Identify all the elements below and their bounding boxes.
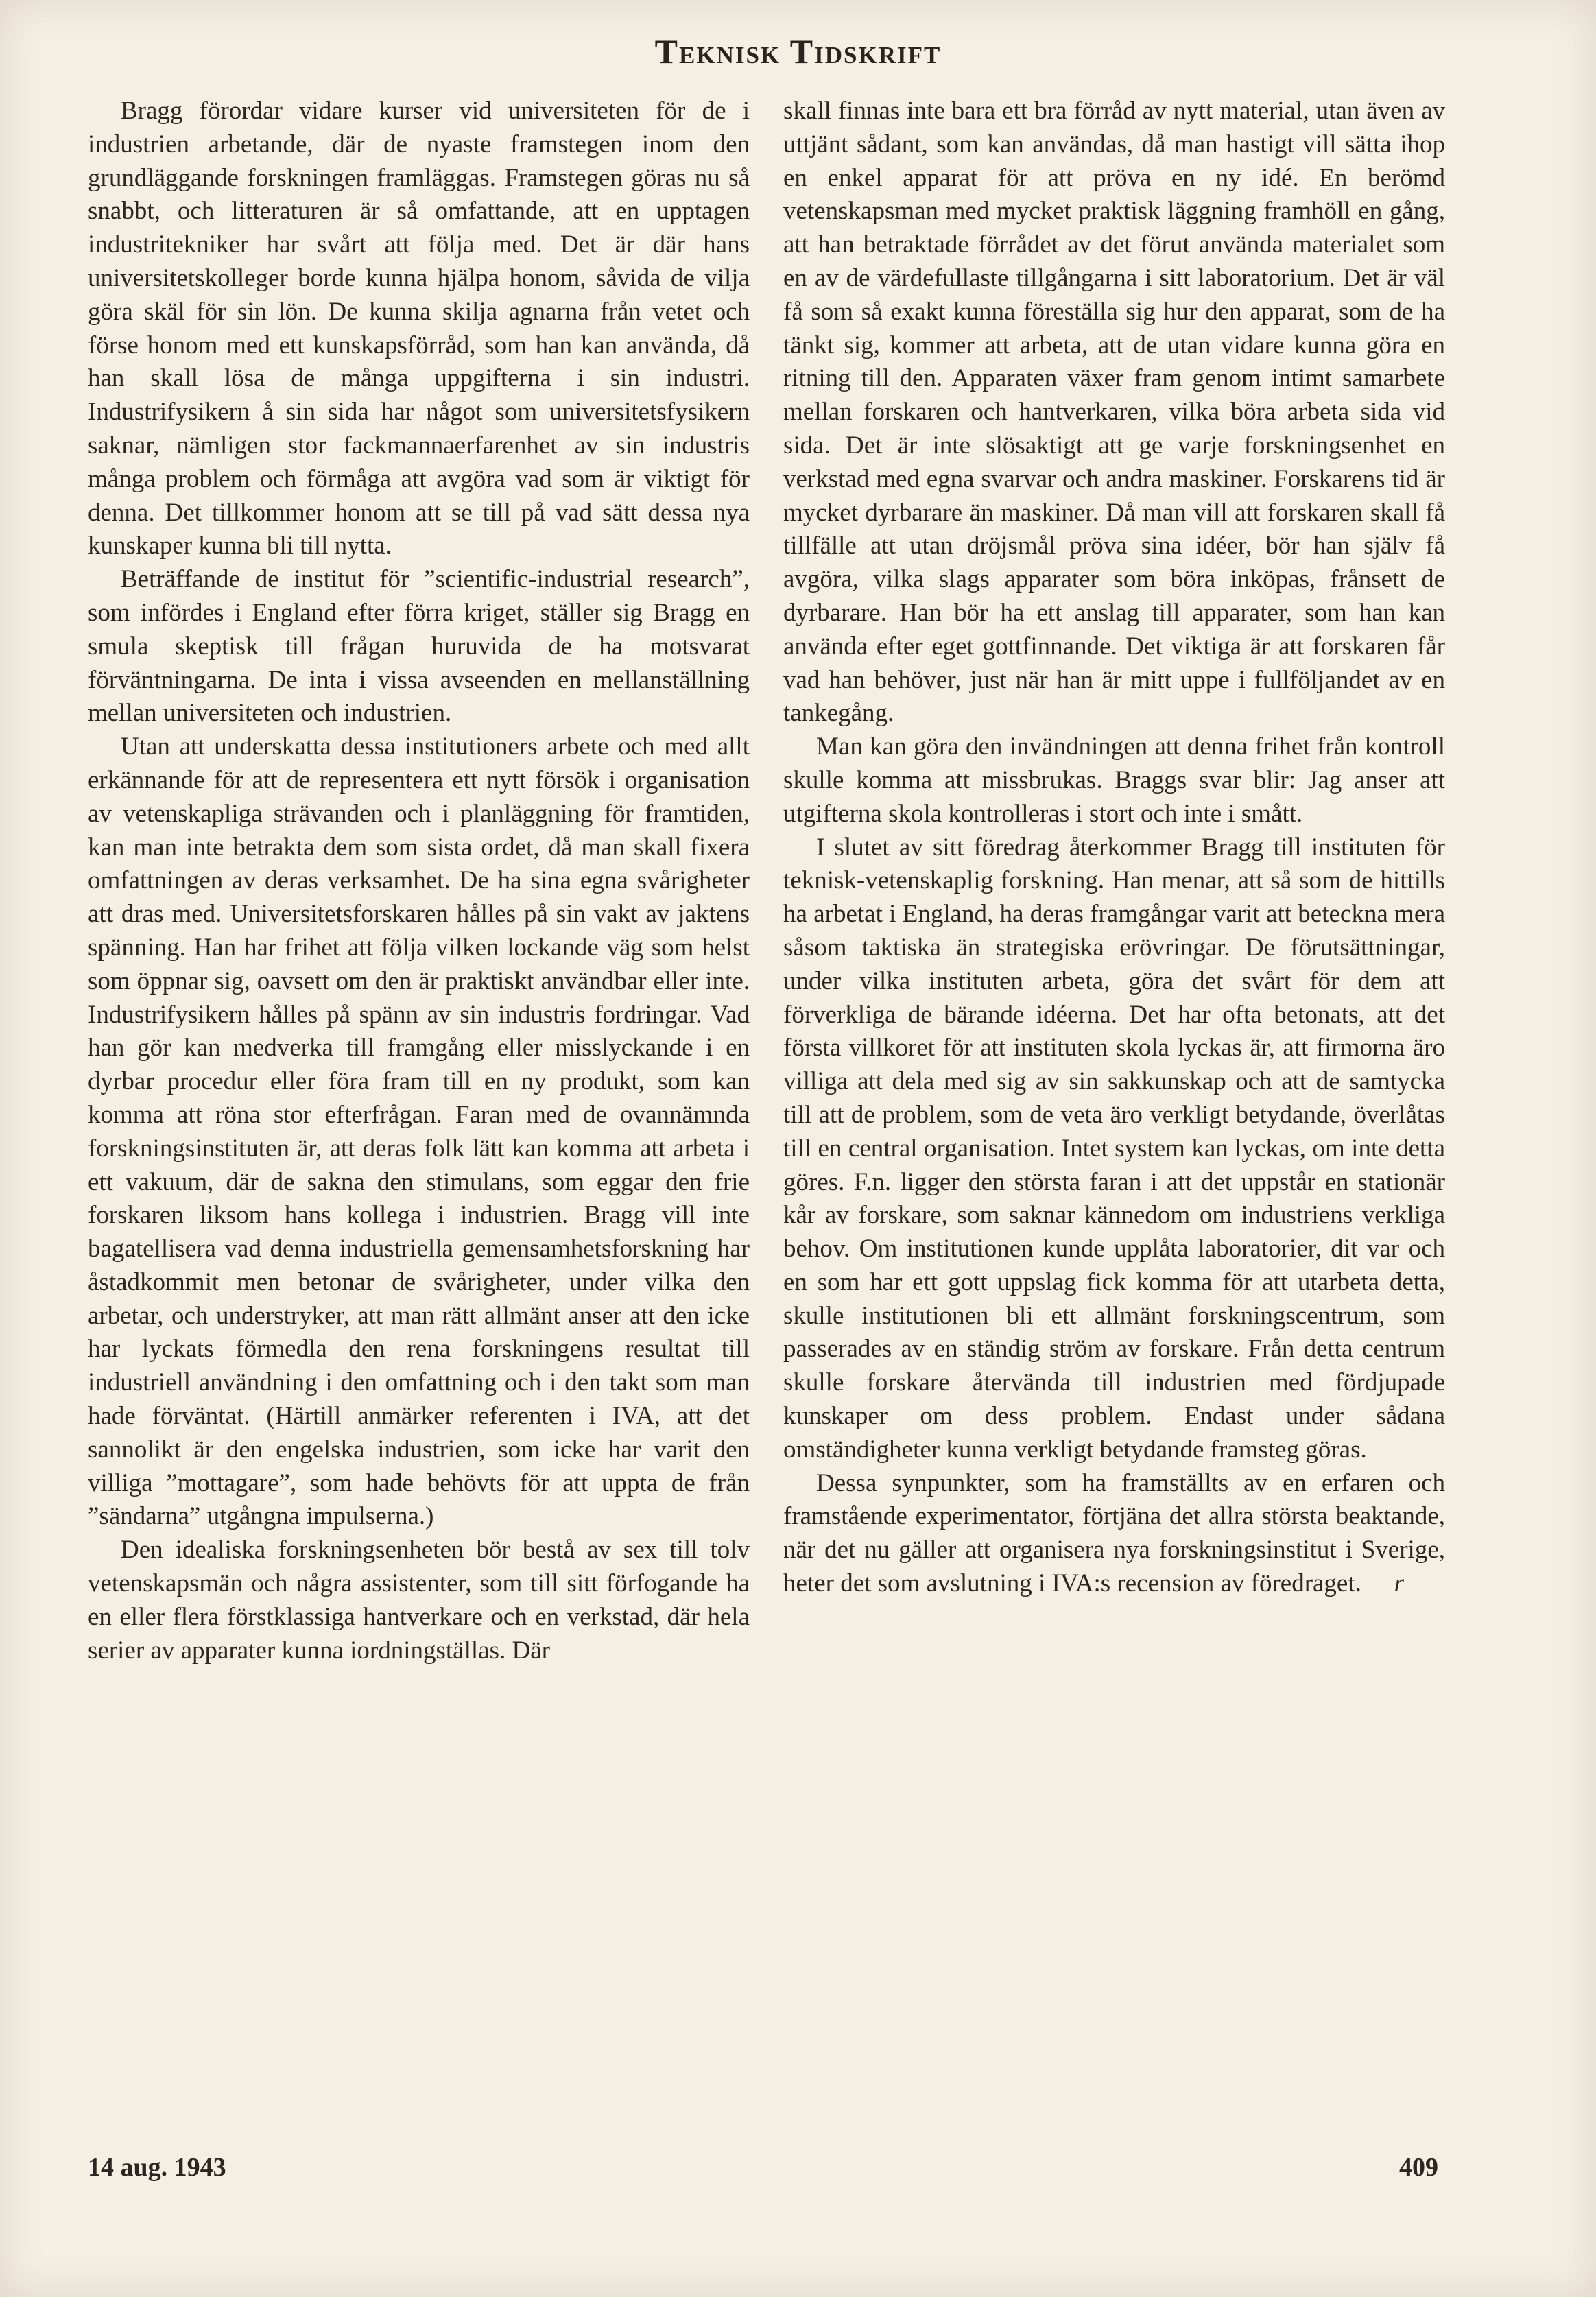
paragraph: Utan att underskatta dessa institutioners arbete och med allt erkännande för att de representera ett nytt försök i organisation av vetenskapliga strävanden och i planläggning för framtiden, kan man inte betrakta dem som sista ordet, då man skall fixera omfattningen av deras verksamhet. De ha sina egna svårigheter att dras med. Universitetsforskaren hålles på sin vakt av jaktens spänning. Han har frihet att följa vilken lockande väg som helst som öppnar sig, oavsett om den är praktiskt användbar eller inte. Industrifysikern hålles på spänn av sin industris fordringar. Vad han gör kan medverka till framgång eller misslyckande i en dyrbar procedur eller föra fram till en ny produkt, som kan komma att röna stor efterfrågan. Faran med de ovannämnda forskningsinstituten är, att deras folk lätt kan komma att arbeta i ett vakuum, där de sakna den stimulans, som eggar den frie forskaren liksom hans kollega i industrien. Bragg vill inte bagatellisera vad denna industriella gemensamhetsforskning har åstadkommit men betonar de svårigheter, under vilka den arbetar, och understryker, att man rätt allmänt anser att den icke har lyckats förmedla den rena forskningens resultat till industriell användning i den omfattning och i den takt som man hade förväntat. (Härtill anmärker referenten i IVA, att det sannolikt är den engelska industrien, som icke har varit den villiga ”mottagare”, som hade behövts för att uppta de från ”sändarna” utgångna impulserna.) <box>88 733 750 1531</box>
author-signature: r <box>1394 1569 1404 1598</box>
paragraph: Man kan göra den invändningen att denna frihet från kontroll skulle komma att missbrukas. Braggs svar blir: Jag anser att utgifterna skola kontrolleras i stort och inte i smått. <box>783 733 1445 828</box>
paragraph: Den idealiska forskningsenheten bör bestå av sex till tolv vetenskapsmän och några assistenter, som till sitt förfogande ha en eller flera förstklassiga hantverkare och en verkstad, där hela serier av apparater kunna iordningställas. Där <box>88 1536 750 1665</box>
right-column <box>783 95 1445 1601</box>
paragraph: Dessa synpunkter, som ha framställts av en erfaren och framstående experimentator, förtjäna det allra största beaktande, när det nu gäller att organisera nya forskningsinstitut i Sverige, heter det som avslutning i IVA:s recension av föredraget. <box>783 1468 1445 1598</box>
issue-date: 14 aug. 1943 <box>88 2153 226 2182</box>
page-number: 409 <box>1399 2153 1438 2182</box>
paragraph: Beträffande de institut för ”scientific-industrial research”, som infördes i England efter förra kriget, ställer sig Bragg en smula skeptisk till frågan huruvida de ha motsvarat förväntningarna. De inta i vissa avseenden en mellanställning mellan universiteten och industrien. <box>88 565 750 728</box>
paragraph: I slutet av sitt föredrag återkommer Bragg till instituten för teknisk-vetenskaplig forskning. Han menar, att så som de hittills ha arbetat i England, ha deras framgångar varit att beteckna mera såsom taktiska än strategiska erövringar. De förutsättningar, under vilka instituten arbeta, göra det svårt för dem att förverkliga de bärande idéerna. Det har ofta betonats, att det första villkoret för att instituten skola lyckas är, att firmorna äro villiga att dela med sig av sin sakkunskap och att de samtycka till att de problem, som de veta äro verkligt betydande, överlåtas till en central organisation. Intet system kan lyckas, om inte detta göres. F.n. ligger den största faran i att det uppstår en stationär kår av forskare, som saknar kännedom om industriens verkliga behov. Om institutionen kunde upplåta laboratorier, dit var och en som har ett gott uppslag fick komma för att utarbeta detta, skulle institutionen bli ett allmänt forskningscentrum, som passerades av en ständig ström av forskare. Från detta centrum skulle forskare återvända till industrien med fördjupade kunskaper om dess problem. Endast under sådana omständigheter kunna verkligt betydande framsteg göras. <box>783 833 1445 1464</box>
left-column <box>88 95 750 1667</box>
paragraph: Bragg förordar vidare kurser vid universiteten för de i industrien arbetande, där de nyaste framstegen inom den grundläggande forskningen framläggas. Framstegen göras nu så snabbt, och litteraturen är så omfattande, att en upptagen industritekniker har svårt att följa med. Det är där hans universitetskolleger borde kunna hjälpa honom, såvida de vilja göra skäl för sin lön. De kunna skilja agnarna från vetet och förse honom med ett kunskapsförråd, som han kan använda, då han skall lösa de många uppgifterna i sin industri. Industrifysikern å sin sida har något som universitetsfysikern saknar, nämligen stor fackmannaerfarenhet av sin industris många problem och förmåga att avgöra vad som är viktigt för denna. Det tillkommer honom att se till på vad sätt dessa nya kunskaper kunna bli till nytta. <box>88 97 750 560</box>
running-header: Teknisk Tidskrift <box>654 32 942 71</box>
paragraph-continuation: skall finnas inte bara ett bra förråd av nytt material, utan även av uttjänt sådant, som kan användas, då man hastigt vill sätta ihop en enkel apparat för att pröva en ny idé. En berömd vetenskapsman med mycket praktisk läggning framhöll en gång, att han betraktade förrådet av det förut använda materialet som en av de värdefullaste tillgångarna i sitt laboratorium. Det är väl få som så exakt kunna föreställa sig hur den apparat, som de ha tänkt sig, kommer att arbeta, att de utan vidare kunna göra en ritning till den. Apparaten växer fram genom intimt samarbete mellan forskaren och hantverkaren, vilka böra arbeta sida vid sida. Det är inte slösaktigt att ge varje forskningsenhet en verkstad med egna svarvar och andra maskiner. Forskarens tid är mycket dyrbarare än maskiner. Då man vill att forskaren skall få tillfälle att utan dröjsmål pröva sina idéer, bör han själv få avgöra, vilka slags apparater som böra inköpas, frånsett de dyrbarare. Han bör ha ett anslag till apparater, som han kan använda efter eget gottfinnande. Det viktiga är att forskaren får vad han behöver, just när han är mitt uppe i fullföljandet av en tankegång. <box>783 97 1445 728</box>
